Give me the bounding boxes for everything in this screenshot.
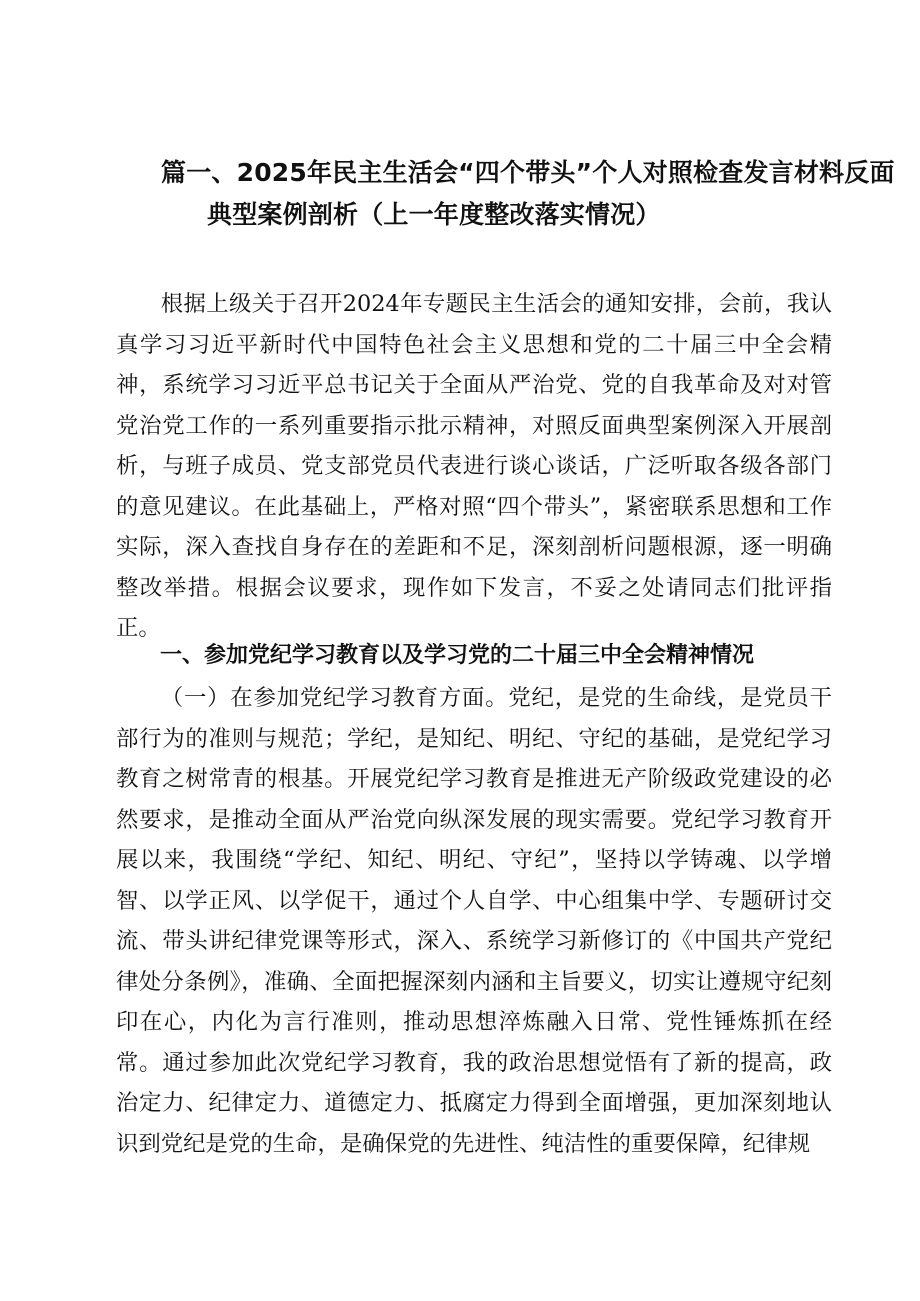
document-title-line-2: 典型案例剖析（上一年度整改落实情况）	[207, 200, 661, 229]
section-heading: 一、参加党纪学习教育以及学习党的二十届三中全会精神情况	[160, 643, 755, 668]
section-paragraph: （一）在参加党纪学习教育方面。党纪，是党的生命线，是党员干部行为的准则与规范；学纪，是知纪、明纪、守纪的基础，是党纪学习教育之树常青的根基。开展党纪学习教育是推进无产阶级政党建设的必然要求，是推动全面从严治党向纵深发展的现实需要。党纪学习教育开展以来，我围绕“学纪、知纪、明纪、守纪”，坚持以学铸魂、以学增智、以学正风、以学促干，通过个人自学、中心组集中学、专题研讨交流、带头讲纪律党课等形式，深入、系统学习新修订的《中国共产党纪律处分条例》，准确、全面把握深刻内涵和主旨要义，切实让遵规守纪刻印在心，内化为言行准则，推动思想淬炼融入日常、党性锤炼抓在经常。通过参加此次党纪学习教育，我的政治思想觉悟有了新的提高，政治定力、纪律定力、道德定力、抵腐定力得到全面增强，更加深刻地认识到党纪是党的生命，是确保党的先进性、纯洁性的重要保障，纪律规	[116, 685, 832, 1157]
intro-paragraph: 根据上级关于召开2024年专题民主生活会的通知安排，会前，我认真学习习近平新时代中国特色社会主义思想和党的二十届三中全会精神，系统学习习近平总书记关于全面从严治党、党的自我革命及对对管党治党工作的一系列重要指示批示精神，对照反面典型案例深入开展剖析，与班子成员、党支部党员代表进行谈心谈话，广泛听取各级各部门的意见建议。在此基础上，严格对照“四个带头”，紧密联系思想和工作实际，深入查找自身存在的差距和不足，深刻剖析问题根源，逐一明确整改举措。根据会议要求，现作如下发言，不妥之处请同志们批评指正。	[116, 291, 832, 641]
document-title-line-1: 篇一、2025年民主生活会“四个带头”个人对照检查发言材料反面	[161, 158, 895, 187]
document-title	[0, 152, 920, 236]
